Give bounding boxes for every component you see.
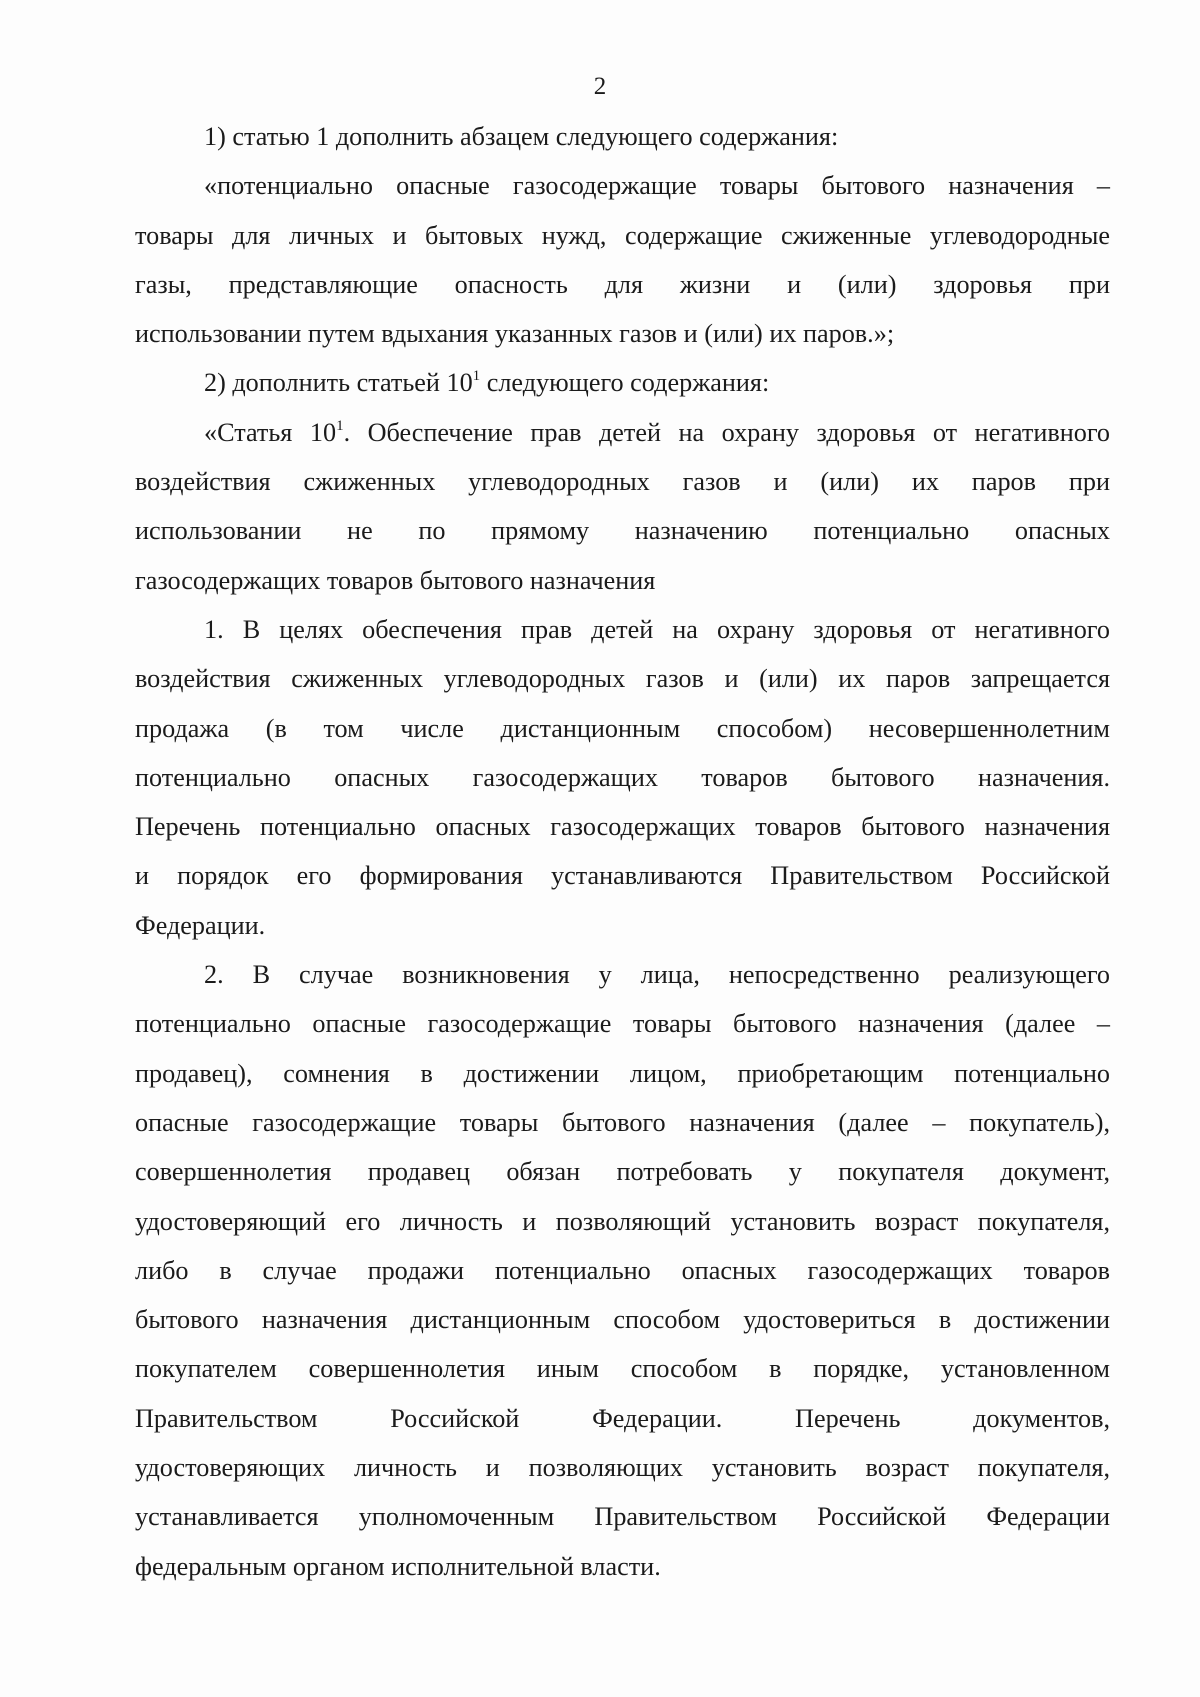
text-line bbox=[135, 802, 1110, 851]
text-line bbox=[135, 1443, 1110, 1492]
line-text-continued: . Обеспечение прав детей на охрану здоровья от негативного bbox=[343, 417, 1110, 447]
text-line bbox=[135, 1246, 1110, 1295]
line-text: 2. В случае возникновения у лица, непосредственно реализующего bbox=[204, 960, 1110, 990]
text-line bbox=[135, 1049, 1110, 1098]
text-line bbox=[135, 457, 1110, 506]
line-text: совершеннолетия продавец обязан потребовать у покупателя документ, bbox=[135, 1157, 1110, 1187]
line-text: газосодержащих товаров бытового назначения bbox=[135, 565, 656, 595]
line-text: продажа (в том числе дистанционным способом) несовершеннолетним bbox=[135, 713, 1110, 743]
text-line bbox=[135, 1098, 1110, 1147]
line-text-continued: следующего содержания: bbox=[480, 368, 770, 398]
line-text: использовании путем вдыхания указанных газов и (или) их паров.»; bbox=[135, 319, 895, 349]
line-text: потенциально опасные газосодержащие товары бытового назначения (далее – bbox=[135, 1009, 1110, 1039]
text-line bbox=[135, 506, 1110, 555]
document-body bbox=[135, 112, 1110, 1591]
line-text: 2) дополнить статьей 10 bbox=[204, 368, 473, 398]
line-text: бытового назначения дистанционным способом удостовериться в достижении bbox=[135, 1305, 1110, 1335]
text-line bbox=[135, 408, 1110, 457]
text-line bbox=[135, 851, 1110, 900]
line-text: «потенциально опасные газосодержащие товары бытового назначения – bbox=[204, 171, 1110, 201]
text-line bbox=[135, 112, 1110, 161]
text-line bbox=[135, 901, 1110, 950]
line-text: Правительством Российской Федерации. Перечень документов, bbox=[135, 1403, 1110, 1433]
superscript: 1 bbox=[472, 368, 481, 385]
line-text: 1. В целях обеспечения прав детей на охрану здоровья от негативного bbox=[204, 614, 1110, 644]
line-text: воздействия сжиженных углеводородных газов и (или) их паров запрещается bbox=[135, 664, 1110, 694]
text-line bbox=[135, 999, 1110, 1048]
line-text: воздействия сжиженных углеводородных газов и (или) их паров при bbox=[135, 467, 1110, 497]
text-line bbox=[135, 161, 1110, 210]
text-line bbox=[135, 1147, 1110, 1196]
line-text: продавец), сомнения в достижении лицом, приобретающим потенциально bbox=[135, 1058, 1110, 1088]
text-line bbox=[135, 260, 1110, 309]
text-line bbox=[135, 211, 1110, 260]
line-text: 1) статью 1 дополнить абзацем следующего содержания: bbox=[204, 122, 839, 151]
text-line bbox=[135, 950, 1110, 999]
line-text: товары для личных и бытовых нужд, содержащие сжиженные углеводородные bbox=[135, 220, 1110, 250]
line-text: устанавливается уполномоченным Правительством Российской Федерации bbox=[135, 1502, 1110, 1532]
text-line bbox=[135, 1197, 1110, 1246]
text-line bbox=[135, 309, 1110, 358]
text-line bbox=[135, 358, 1110, 407]
text-line bbox=[135, 1394, 1110, 1443]
line-text: покупателем совершеннолетия иным способом в порядке, установленном bbox=[135, 1354, 1110, 1384]
line-text: «Статья 10 bbox=[204, 417, 337, 447]
text-line bbox=[135, 654, 1110, 703]
line-text: и порядок его формирования устанавливаются Правительством Российской bbox=[135, 861, 1110, 891]
text-line bbox=[135, 605, 1110, 654]
text-line bbox=[135, 1295, 1110, 1344]
line-text: федеральным органом исполнительной власти. bbox=[135, 1551, 661, 1581]
text-line bbox=[135, 704, 1110, 753]
line-text: либо в случае продажи потенциально опасных газосодержащих товаров bbox=[135, 1255, 1110, 1285]
line-text: Федерации. bbox=[135, 910, 266, 940]
superscript: 1 bbox=[336, 417, 344, 434]
line-text: удостоверяющий его личность и позволяющий установить возраст покупателя, bbox=[135, 1206, 1110, 1236]
line-text: удостоверяющих личность и позволяющих установить возраст покупателя, bbox=[135, 1453, 1110, 1483]
text-line bbox=[135, 556, 1110, 605]
line-text: газы, представляющие опасность для жизни и (или) здоровья при bbox=[135, 269, 1110, 299]
line-text: потенциально опасных газосодержащих товаров бытового назначения. bbox=[135, 762, 1110, 792]
text-line bbox=[135, 1542, 1110, 1591]
page-number: 2 bbox=[593, 73, 607, 100]
line-text: использовании не по прямому назначению потенциально опасных bbox=[135, 516, 1110, 546]
text-line bbox=[135, 1344, 1110, 1393]
line-text: Перечень потенциально опасных газосодержащих товаров бытового назначения bbox=[135, 812, 1110, 842]
text-line bbox=[135, 753, 1110, 802]
text-line bbox=[135, 1492, 1110, 1541]
line-text: опасные газосодержащие товары бытового назначения (далее – покупатель), bbox=[135, 1107, 1110, 1137]
